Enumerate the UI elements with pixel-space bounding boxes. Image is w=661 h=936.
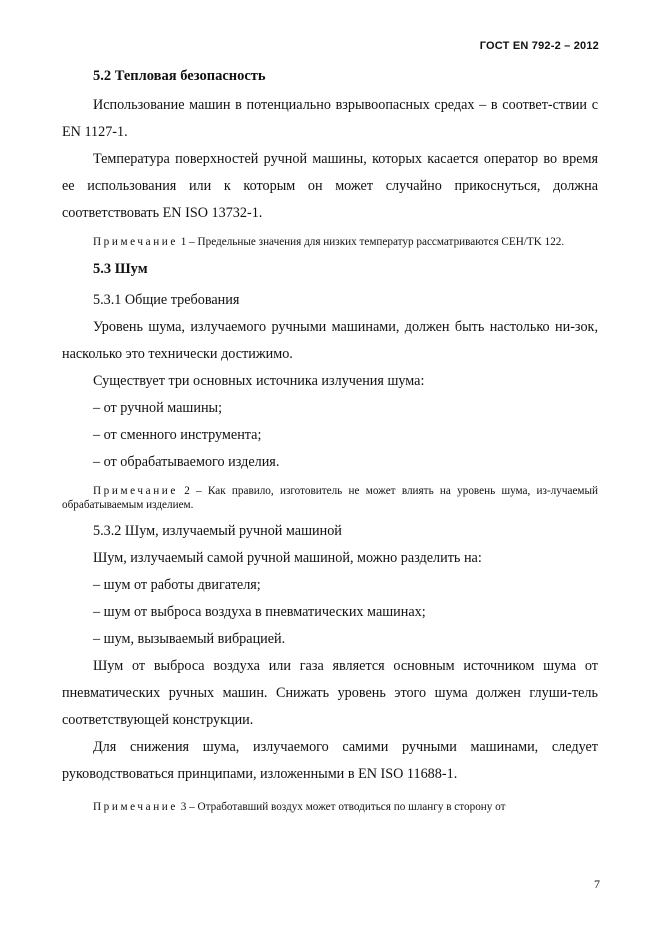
- paragraph: Использование машин в потенциально взрывоопасных средах – в соответ-ствии с EN 1127-1.: [62, 97, 598, 140]
- note-3: [62, 800, 598, 814]
- note-label: Примечание: [93, 801, 178, 813]
- page-content: [62, 64, 598, 814]
- paragraph: Существует три основных источника излучения шума:: [93, 373, 425, 389]
- list-item: – от сменного инструмента;: [93, 427, 262, 443]
- document-header: ГОСТ EN 792-2 – 2012: [479, 40, 599, 52]
- paragraph: Для снижения шума, излучаемого самими ручными машинами, следует руководствоваться принципами, изложенными в EN ISO 11688-1.: [62, 739, 598, 782]
- list-item: – шум, вызываемый вибрацией.: [93, 631, 286, 647]
- note-1: [62, 235, 598, 249]
- section-heading-5-3: 5.3 Шум: [93, 261, 148, 277]
- list-item: – от обрабатываемого изделия.: [93, 454, 280, 470]
- paragraph: Шум, излучаемый самой ручной машиной, можно разделить на:: [93, 550, 482, 566]
- paragraph: Уровень шума, излучаемого ручными машинами, должен быть настолько ни-зок, насколько это технически достижимо.: [62, 319, 598, 362]
- subsection-heading: 5.3.2 Шум, излучаемый ручной машиной: [93, 523, 342, 539]
- list-item: – шум от работы двигателя;: [93, 577, 261, 593]
- section-heading-5-2: 5.2 Тепловая безопасность: [93, 68, 266, 84]
- paragraph: Температура поверхностей ручной машины, которых касается оператор во время ее использования или к которым он может случайно прикоснуться, должна соответствовать EN ISO 13732-1.: [62, 151, 598, 221]
- page-number: 7: [594, 877, 600, 891]
- note-text: 2 – Как правило, изготовитель не может влиять на уровень шума, из-лучаемый обрабатываемым изделием.: [62, 485, 598, 511]
- paragraph: Шум от выброса воздуха или газа является основным источником шума от пневматических ручных машин. Снижать уровень этого шума должен глуши-тель соответствующей конструкции.: [62, 658, 598, 728]
- subsection-heading: 5.3.1 Общие требования: [93, 292, 240, 308]
- note-label: Примечание: [93, 485, 178, 497]
- note-text: 3 – Отработавший воздух может отводиться по шлангу в сторону от: [177, 801, 506, 813]
- note-2: [62, 484, 598, 512]
- list-item: – от ручной машины;: [93, 400, 223, 416]
- note-text: 1 – Предельные значения для низких температур рассматриваются CEH/TK 122.: [177, 236, 565, 248]
- list-item: – шум от выброса воздуха в пневматических машинах;: [93, 604, 426, 620]
- note-label: Примечание: [93, 236, 178, 248]
